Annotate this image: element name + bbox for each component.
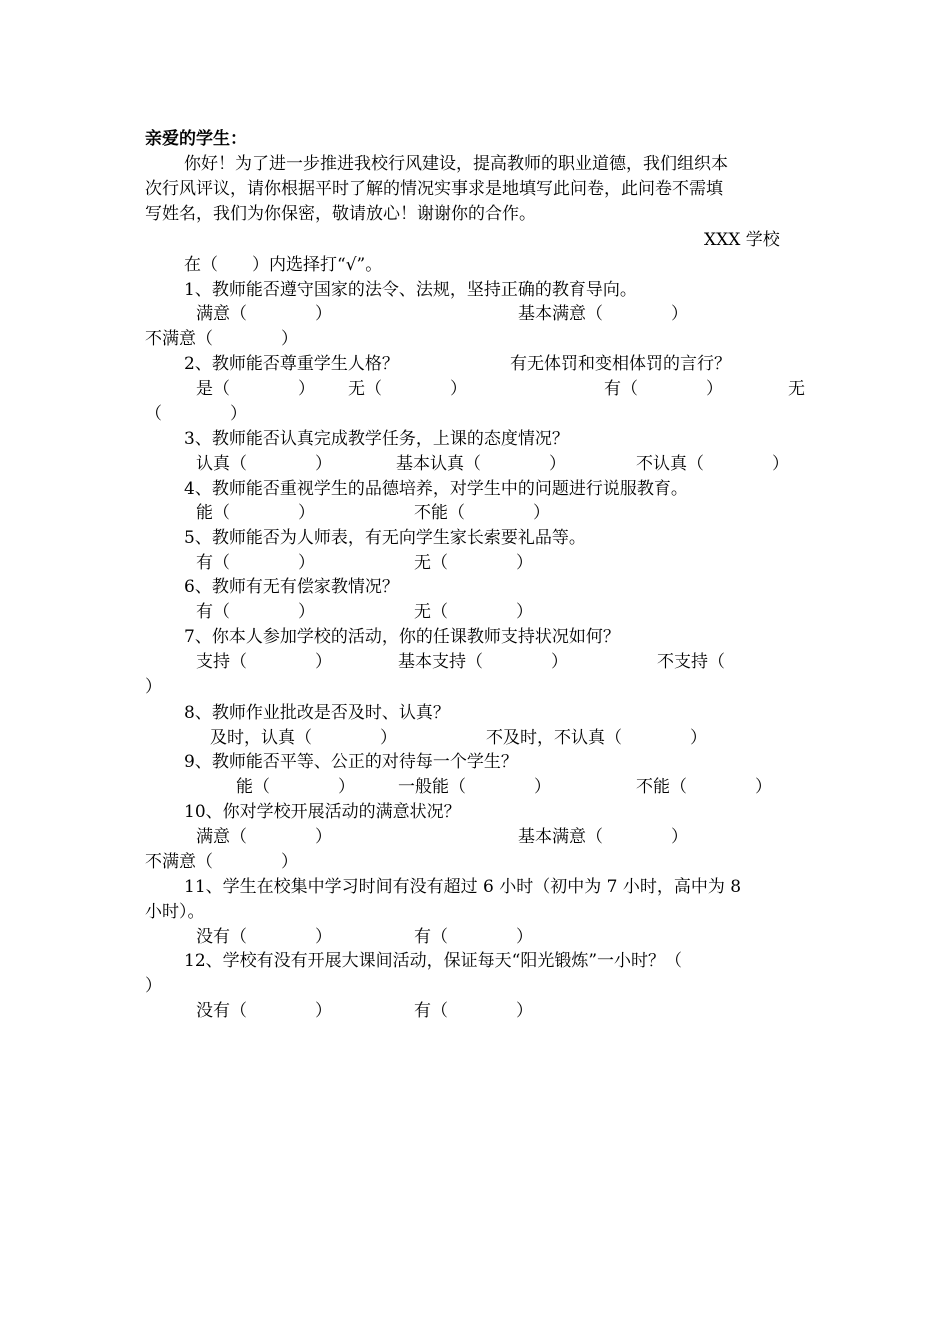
- question-3: 3、教师能否认真完成教学任务，上课的态度情况？: [184, 429, 569, 449]
- question-10: 10、你对学校开展活动的满意状况？: [184, 802, 461, 822]
- q2-option-yes[interactable]: 是（ ）: [196, 379, 315, 399]
- question-12-bracket[interactable]: ）: [145, 976, 162, 996]
- q6-option-no[interactable]: 无（ ）: [414, 602, 533, 622]
- question-12: 12、学校有没有开展大课间活动，保证每天“阳光锻炼”一小时？（: [184, 951, 683, 971]
- intro-line-1: 你好！为了进一步推进我校行风建设，提高教师的职业道德，我们组织本: [184, 154, 728, 174]
- q2-option-no[interactable]: 无（ ）: [348, 379, 467, 399]
- intro-line-3: 写姓名，我们为你保密，敬请放心！谢谢你的合作。: [145, 204, 536, 224]
- greeting: 亲爱的学生：: [145, 129, 247, 149]
- q9-option-can[interactable]: 能（ ）: [236, 777, 355, 797]
- q4-option-cannot[interactable]: 不能（ ）: [414, 503, 550, 523]
- q5-option-no[interactable]: 无（ ）: [414, 553, 533, 573]
- question-2b: 有无体罚和变相体罚的言行？: [510, 354, 731, 374]
- q10-option-basically-satisfied[interactable]: 基本满意（ ）: [518, 827, 688, 847]
- q4-option-can[interactable]: 能（ ）: [196, 503, 315, 523]
- question-8: 8、教师作业批改是否及时、认真？: [184, 703, 450, 723]
- question-11: 11、学生在校集中学习时间有没有超过 6 小时（初中为 7 小时，高中为 8: [184, 877, 742, 897]
- q3-option-serious[interactable]: 认真（ ）: [196, 454, 332, 474]
- question-9: 9、教师能否平等、公正的对待每一个学生？: [184, 752, 518, 772]
- q3-option-basically-serious[interactable]: 基本认真（ ）: [396, 454, 566, 474]
- q8-option-timely[interactable]: 及时，认真（ ）: [210, 728, 397, 748]
- school-signature: XXX 学校: [704, 230, 780, 250]
- q1-option-basically-satisfied[interactable]: 基本满意（ ）: [518, 304, 688, 324]
- q2b-option-no-bracket[interactable]: （ ）: [145, 404, 247, 424]
- question-5: 5、教师能否为人师表，有无向学生家长索要礼品等。: [184, 528, 586, 548]
- q7-option-basically-support[interactable]: 基本支持（ ）: [398, 652, 568, 672]
- q8-option-not-timely[interactable]: 不及时，不认真（ ）: [486, 728, 707, 748]
- q10-option-satisfied[interactable]: 满意（ ）: [196, 827, 332, 847]
- question-7: 7、你本人参加学校的活动，你的任课教师支持状况如何？: [184, 627, 620, 647]
- q11-option-yes[interactable]: 有（ ）: [414, 927, 533, 947]
- q1-option-satisfied[interactable]: 满意（ ）: [196, 304, 332, 324]
- q9-option-generally-can[interactable]: 一般能（ ）: [398, 777, 551, 797]
- q12-option-no[interactable]: 没有（ ）: [196, 1001, 332, 1021]
- question-6: 6、教师有无有偿家教情况？: [184, 577, 399, 597]
- q11-option-no[interactable]: 没有（ ）: [196, 927, 332, 947]
- instruction: 在（ ）内选择打“√”。: [184, 255, 383, 275]
- q9-option-cannot[interactable]: 不能（ ）: [636, 777, 772, 797]
- q1-option-dissatisfied[interactable]: 不满意（ ）: [145, 329, 298, 349]
- q7-option-not-support-close[interactable]: ）: [145, 677, 162, 697]
- question-4: 4、教师能否重视学生的品德培养，对学生中的问题进行说服教育。: [184, 479, 688, 499]
- question-11b: 小时）。: [145, 902, 205, 922]
- intro-line-2: 次行风评议，请你根据平时了解的情况实事求是地填写此问卷，此问卷不需填: [145, 179, 723, 199]
- q3-option-not-serious[interactable]: 不认真（ ）: [636, 454, 789, 474]
- q10-option-dissatisfied[interactable]: 不满意（ ）: [145, 852, 298, 872]
- q6-option-yes[interactable]: 有（ ）: [196, 602, 315, 622]
- q2b-option-yes[interactable]: 有（ ）: [604, 379, 723, 399]
- q7-option-support[interactable]: 支持（ ）: [196, 652, 332, 672]
- q5-option-yes[interactable]: 有（ ）: [196, 553, 315, 573]
- question-2: 2、教师能否尊重学生人格？: [184, 354, 399, 374]
- q12-option-yes[interactable]: 有（ ）: [414, 1001, 533, 1021]
- q7-option-not-support[interactable]: 不支持（: [657, 652, 725, 672]
- q2b-option-no-label[interactable]: 无: [788, 379, 805, 399]
- question-1: 1、教师能否遵守国家的法令、法规，坚持正确的教育导向。: [184, 280, 637, 300]
